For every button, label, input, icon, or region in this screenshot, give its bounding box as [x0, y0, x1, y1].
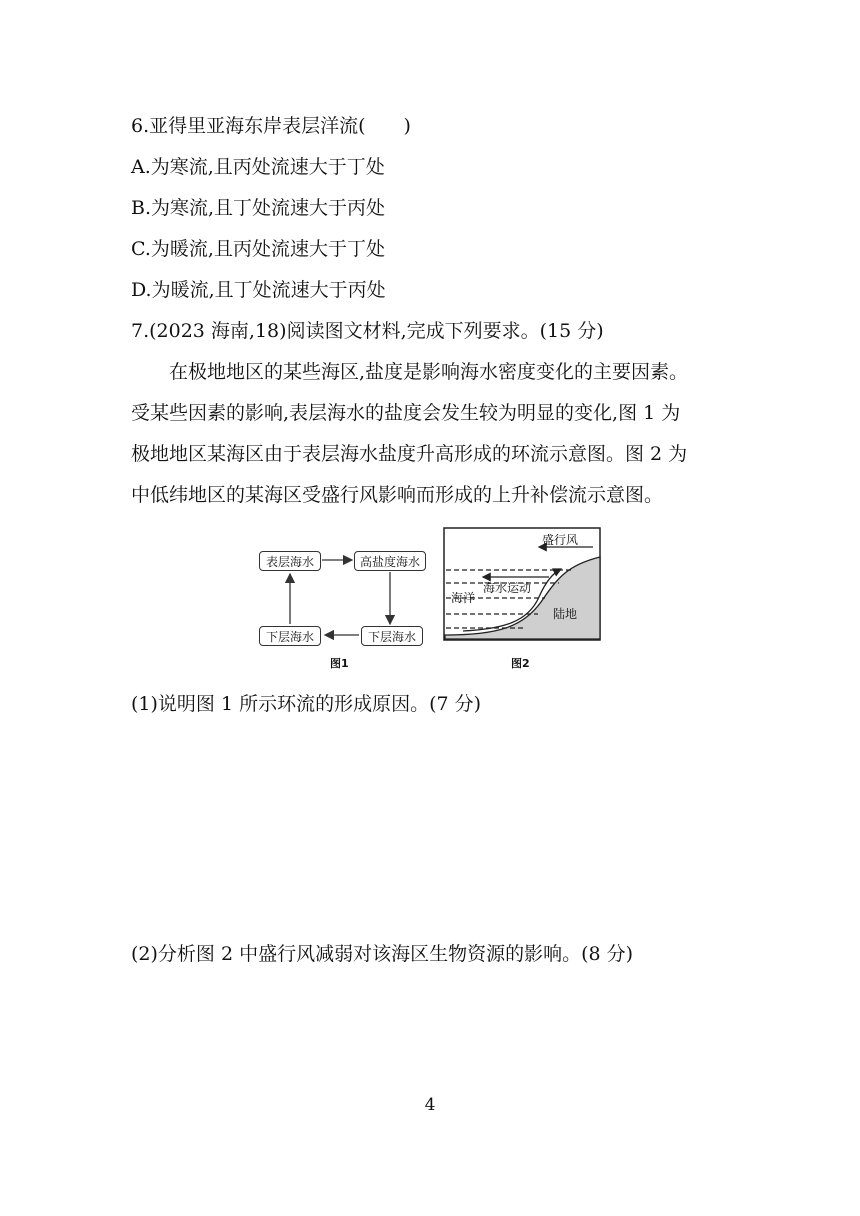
page-number: 4	[424, 1095, 436, 1115]
q7-sub2: (2)分析图 2 中盛行风减弱对该海区生物资源的影响。(8 分)	[131, 943, 634, 965]
figure-2	[443, 527, 603, 675]
q7-material	[131, 352, 731, 516]
figure-1-caption: 图1	[330, 657, 349, 670]
q7-stem: 7.(2023 海南,18)阅读图文材料,完成下列要求。(15 分)	[131, 320, 604, 342]
figure-2-caption: 图2	[511, 657, 530, 670]
motion-label: 海水运动	[483, 581, 532, 595]
material-line: 极地地区某海区由于表层海水盐度升高形成的环流示意图。图 2 为	[131, 443, 688, 465]
q6-option-b: B.为寒流,且丁处流速大于丙处	[131, 197, 386, 219]
wind-label: 盛行风	[542, 533, 579, 547]
box-deep-water-right: 下层海水	[361, 626, 423, 646]
q7-sub1: (1)说明图 1 所示环流的形成原因。(7 分)	[131, 693, 482, 715]
material-line: 在极地地区的某些海区,盐度是影响海水密度变化的主要因素。	[131, 361, 689, 383]
material-line: 受某些因素的影响,表层海水的盐度会发生较为明显的变化,图 1 为	[131, 402, 681, 424]
ocean-label: 海洋	[451, 591, 476, 605]
box-deep-water-left: 下层海水	[259, 626, 321, 646]
q6-option-d: D.为暖流,且丁处流速大于丙处	[131, 279, 386, 301]
q6-option-c: C.为暖流,且丙处流速大于丁处	[131, 238, 385, 260]
q6-stem: 6.亚得里亚海东岸表层洋流( )	[131, 115, 411, 137]
box-surface-water: 表层海水	[259, 551, 321, 571]
q6-option-a: A.为寒流,且丙处流速大于丁处	[131, 156, 385, 178]
figure-1	[255, 548, 430, 673]
land-label: 陆地	[553, 607, 578, 621]
material-line: 中低纬地区的某海区受盛行风影响而形成的上升补偿流示意图。	[131, 484, 664, 506]
box-high-salinity-water: 高盐度海水	[354, 551, 426, 571]
